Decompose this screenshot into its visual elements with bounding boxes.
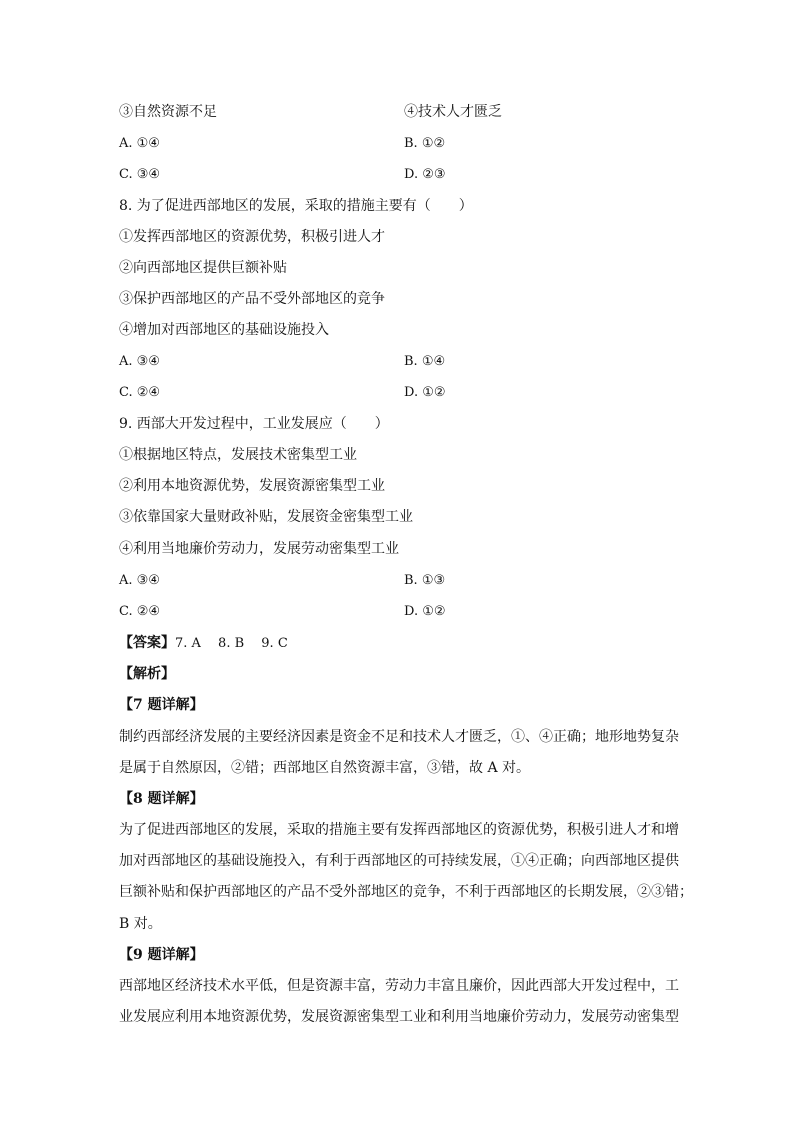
q9-option-2: ②利用本地资源优势，发展资源密集型工业 [119,478,385,494]
q7-choice-c: C. ③④ [119,167,161,182]
q9-choice-a: A. ③④ [119,573,160,588]
q8-option-2: ②向西部地区提供巨额补贴 [119,260,287,276]
q8-detail-line: B 对。 [119,916,162,932]
answer-label: 【答案】 [119,635,175,651]
q9-choice-b: B. ①③ [404,573,446,588]
q8-detail-line: 巨额补贴和保护西部地区的产品不受外部地区的竞争，不利于西部地区的长期发展，②③错； [119,884,693,900]
q8-choice-b: B. ①④ [404,354,446,369]
q7-choice-a: A. ①④ [119,136,160,151]
q7-detail-heading: 【7 题详解】 [119,697,204,713]
q7-detail-line: 是属于自然原因，②错；西部地区自然资源丰富，③错，故 A 对。 [119,760,531,776]
q8-choice-d: D. ①② [404,385,446,400]
q9-option-3: ③依靠国家大量财政补贴，发展资金密集型工业 [119,509,413,525]
q8-stem: 8. 为了促进西部地区的发展，采取的措施主要有（ ） [119,198,473,214]
q8-option-1: ①发挥西部地区的资源优势，积极引进人才 [119,229,385,245]
q8-choice-c: C. ②④ [119,385,161,400]
q7-detail-line: 制约西部经济发展的主要经济因素是资金不足和技术人才匮乏，①、④正确；地形地势复杂 [119,729,679,745]
q8-detail-line: 为了促进西部地区的发展，采取的措施主要有发挥西部地区的资源优势，积极引进人才和增 [119,822,679,838]
q9-stem: 9. 西部大开发过程中，工业发展应（ ） [119,416,389,432]
answer-line [119,633,288,654]
q9-choice-c: C. ②④ [119,604,161,619]
q7-option-4: ④技术人才匮乏 [404,104,502,120]
q8-detail-line: 加对西部地区的基础设施投入，有利于西部地区的可持续发展，①④正确；向西部地区提供 [119,853,679,869]
q9-detail-line: 西部地区经济技术水平低，但是资源丰富，劳动力丰富且廉价，因此西部大开发过程中，工 [119,978,679,994]
q7-option-3: ③自然资源不足 [119,104,217,120]
q9-choice-d: D. ①② [404,604,446,619]
analysis-heading: 【解析】 [119,666,175,682]
q8-option-4: ④增加对西部地区的基础设施投入 [119,322,329,338]
q8-choice-a: A. ③④ [119,354,160,369]
q9-detail-line: 业发展应利用本地资源优势，发展资源密集型工业和利用当地廉价劳动力，发展劳动密集型 [119,1009,679,1025]
q7-choice-b: B. ①② [404,136,446,151]
q8-option-3: ③保护西部地区的产品不受外部地区的竞争 [119,291,385,307]
q9-detail-heading: 【9 题详解】 [119,947,204,963]
q9-option-1: ①根据地区特点，发展技术密集型工业 [119,447,357,463]
q8-detail-heading: 【8 题详解】 [119,791,204,807]
q7-choice-d: D. ②③ [404,167,446,182]
answer-text: 7. A 8. B 9. C [175,636,288,651]
q9-option-4: ④利用当地廉价劳动力，发展劳动密集型工业 [119,541,399,557]
